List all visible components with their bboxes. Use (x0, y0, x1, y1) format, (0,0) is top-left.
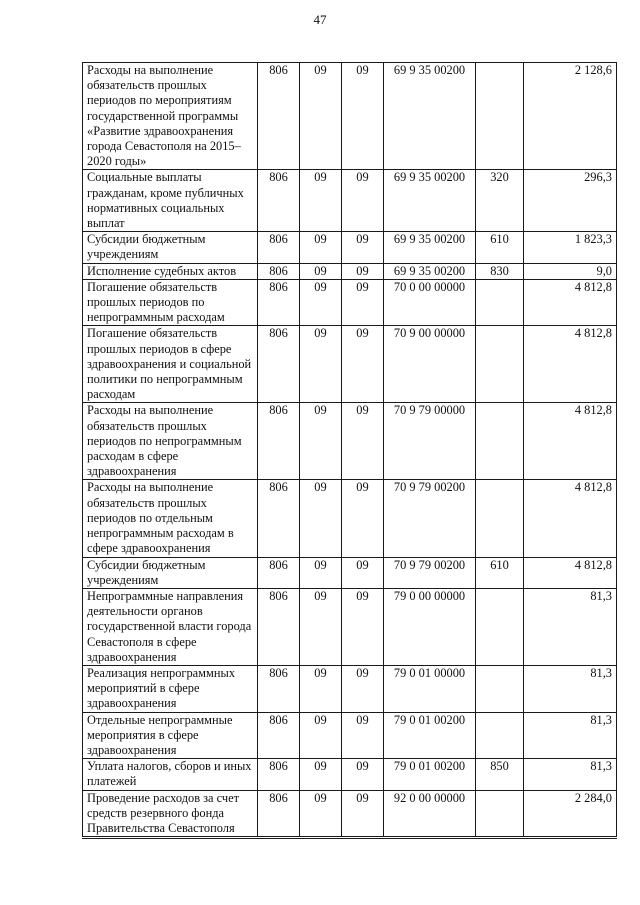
expense-type-cell (476, 665, 524, 712)
item-name-cell: Расходы на выполнение обязательств прошлых периодов по отдельным непрограммным расходам в сфере здравоохранения (83, 480, 258, 557)
amount-cell: 1 823,3 (524, 232, 617, 263)
expense-type-cell: 320 (476, 170, 524, 232)
target-article-cell: 70 9 79 00000 (384, 403, 476, 480)
item-name-cell: Погашение обязательств прошлых периодов по непрограммным расходам (83, 279, 258, 326)
amount-cell: 81,3 (524, 665, 617, 712)
target-article-cell: 92 0 00 00000 (384, 790, 476, 838)
target-article-cell: 69 9 35 00200 (384, 263, 476, 279)
amount-cell: 4 812,8 (524, 557, 617, 588)
table-body (83, 63, 617, 838)
subsection-code-cell: 09 (342, 63, 384, 170)
target-article-cell: 70 9 79 00200 (384, 557, 476, 588)
subsection-code-cell: 09 (342, 279, 384, 326)
ministry-code-cell: 806 (258, 263, 300, 279)
ministry-code-cell: 806 (258, 170, 300, 232)
item-name-cell: Проведение расходов за счет средств резервного фонда Правительства Севастополя (83, 790, 258, 838)
table-row (83, 588, 617, 665)
amount-cell: 81,3 (524, 588, 617, 665)
section-code-cell: 09 (300, 790, 342, 838)
table-row (83, 170, 617, 232)
subsection-code-cell: 09 (342, 326, 384, 403)
item-name-cell: Уплата налогов, сборов и иных платежей (83, 759, 258, 790)
item-name-cell: Расходы на выполнение обязательств прошлых периодов по мероприятиям государственной программы «Развитие здравоохранения города Севастополя на 2015–2020 годы» (83, 63, 258, 170)
item-name-cell: Реализация непрограммных мероприятий в сфере здравоохранения (83, 665, 258, 712)
expense-type-cell (476, 63, 524, 170)
table-row (83, 326, 617, 403)
target-article-cell: 70 9 00 00000 (384, 326, 476, 403)
ministry-code-cell: 806 (258, 790, 300, 838)
expense-type-cell: 830 (476, 263, 524, 279)
expense-type-cell (476, 790, 524, 838)
expense-type-cell: 850 (476, 759, 524, 790)
expense-type-cell (476, 480, 524, 557)
subsection-code-cell: 09 (342, 665, 384, 712)
section-code-cell: 09 (300, 279, 342, 326)
item-name-cell: Исполнение судебных актов (83, 263, 258, 279)
subsection-code-cell: 09 (342, 232, 384, 263)
target-article-cell: 69 9 35 00200 (384, 170, 476, 232)
target-article-cell: 69 9 35 00200 (384, 232, 476, 263)
table-row (83, 790, 617, 838)
section-code-cell: 09 (300, 759, 342, 790)
table-row (83, 63, 617, 170)
ministry-code-cell: 806 (258, 712, 300, 759)
ministry-code-cell: 806 (258, 279, 300, 326)
section-code-cell: 09 (300, 232, 342, 263)
expense-type-cell (476, 403, 524, 480)
table-row (83, 403, 617, 480)
table-row (83, 279, 617, 326)
expense-type-cell (476, 588, 524, 665)
budget-table (82, 62, 617, 839)
amount-cell: 4 812,8 (524, 279, 617, 326)
ministry-code-cell: 806 (258, 665, 300, 712)
target-article-cell: 79 0 00 00000 (384, 588, 476, 665)
amount-cell: 4 812,8 (524, 403, 617, 480)
section-code-cell: 09 (300, 263, 342, 279)
ministry-code-cell: 806 (258, 403, 300, 480)
target-article-cell: 79 0 01 00200 (384, 712, 476, 759)
subsection-code-cell: 09 (342, 403, 384, 480)
expense-type-cell (476, 712, 524, 759)
section-code-cell: 09 (300, 712, 342, 759)
item-name-cell: Социальные выплаты гражданам, кроме публичных нормативных социальных выплат (83, 170, 258, 232)
table-row (83, 759, 617, 790)
table-row (83, 557, 617, 588)
table-row (83, 665, 617, 712)
expense-type-cell: 610 (476, 557, 524, 588)
subsection-code-cell: 09 (342, 712, 384, 759)
section-code-cell: 09 (300, 557, 342, 588)
ministry-code-cell: 806 (258, 588, 300, 665)
subsection-code-cell: 09 (342, 759, 384, 790)
ministry-code-cell: 806 (258, 557, 300, 588)
subsection-code-cell: 09 (342, 557, 384, 588)
section-code-cell: 09 (300, 326, 342, 403)
expense-type-cell (476, 326, 524, 403)
subsection-code-cell: 09 (342, 263, 384, 279)
table-row (83, 480, 617, 557)
amount-cell: 81,3 (524, 712, 617, 759)
section-code-cell: 09 (300, 588, 342, 665)
section-code-cell: 09 (300, 665, 342, 712)
ministry-code-cell: 806 (258, 326, 300, 403)
amount-cell: 296,3 (524, 170, 617, 232)
subsection-code-cell: 09 (342, 790, 384, 838)
subsection-code-cell: 09 (342, 480, 384, 557)
item-name-cell: Непрограммные направления деятельности органов государственной власти города Севастополя в сфере здравоохранения (83, 588, 258, 665)
section-code-cell: 09 (300, 63, 342, 170)
target-article-cell: 69 9 35 00200 (384, 63, 476, 170)
amount-cell: 4 812,8 (524, 326, 617, 403)
target-article-cell: 79 0 01 00000 (384, 665, 476, 712)
ministry-code-cell: 806 (258, 759, 300, 790)
expense-type-cell: 610 (476, 232, 524, 263)
amount-cell: 2 128,6 (524, 63, 617, 170)
ministry-code-cell: 806 (258, 480, 300, 557)
amount-cell: 81,3 (524, 759, 617, 790)
target-article-cell: 79 0 01 00200 (384, 759, 476, 790)
page-number: 47 (313, 12, 327, 27)
section-code-cell: 09 (300, 403, 342, 480)
amount-cell: 9,0 (524, 263, 617, 279)
subsection-code-cell: 09 (342, 170, 384, 232)
item-name-cell: Погашение обязательств прошлых периодов в сфере здравоохранения и социальной политики по непрограммным расходам (83, 326, 258, 403)
amount-cell: 2 284,0 (524, 790, 617, 838)
table-row (83, 232, 617, 263)
target-article-cell: 70 9 79 00200 (384, 480, 476, 557)
item-name-cell: Расходы на выполнение обязательств прошлых периодов по непрограммным расходам в сфере здравоохранения (83, 403, 258, 480)
item-name-cell: Субсидии бюджетным учреждениям (83, 232, 258, 263)
expense-type-cell (476, 279, 524, 326)
item-name-cell: Отдельные непрограммные мероприятия в сфере здравоохранения (83, 712, 258, 759)
target-article-cell: 70 0 00 00000 (384, 279, 476, 326)
ministry-code-cell: 806 (258, 63, 300, 170)
amount-cell: 4 812,8 (524, 480, 617, 557)
table-row (83, 263, 617, 279)
subsection-code-cell: 09 (342, 588, 384, 665)
table-row (83, 712, 617, 759)
item-name-cell: Субсидии бюджетным учреждениям (83, 557, 258, 588)
ministry-code-cell: 806 (258, 232, 300, 263)
section-code-cell: 09 (300, 170, 342, 232)
section-code-cell: 09 (300, 480, 342, 557)
